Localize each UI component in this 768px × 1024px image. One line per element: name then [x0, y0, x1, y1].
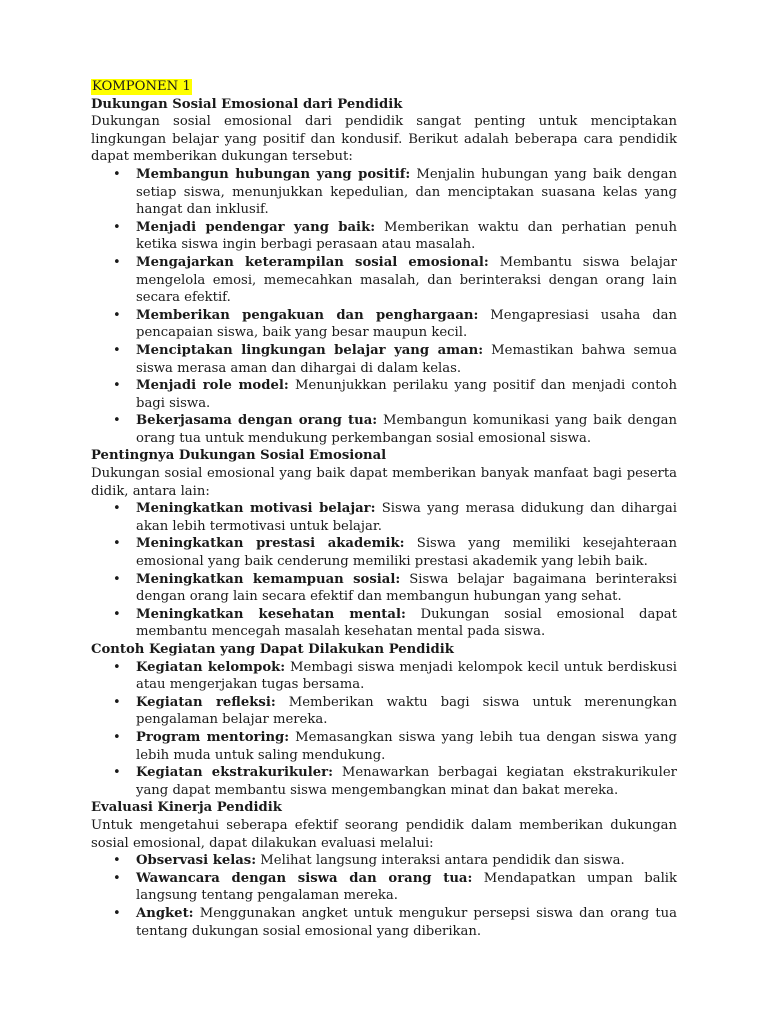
item-term: Program mentoring:	[136, 729, 290, 745]
list-item	[91, 694, 677, 729]
list-item	[91, 852, 677, 870]
bullet-list	[91, 852, 677, 940]
section-title: Contoh Kegiatan yang Dapat Dilakukan Pendidik	[91, 642, 454, 657]
item-term: Memberikan pengakuan dan penghargaan:	[136, 307, 479, 323]
item-term: Meningkatkan kesehatan mental:	[136, 606, 406, 622]
list-item	[91, 307, 677, 342]
section-title: Dukungan Sosial Emosional dari Pendidik	[91, 96, 403, 112]
item-desc: Menunjukkan perilaku yang positif dan menjadi contoh bagi siswa.	[136, 378, 677, 411]
list-item	[91, 870, 677, 905]
bullet-list	[91, 500, 677, 641]
item-term: Menjadi pendengar yang baik:	[136, 219, 376, 235]
list-item	[91, 659, 677, 694]
item-desc: Memastikan bahwa semua siswa merasa aman dan dihargai di dalam kelas.	[136, 342, 677, 376]
item-term: Observasi kelas:	[136, 853, 257, 869]
section-intro: Untuk mengetahui seberapa efektif seorang pendidik dalam memberikan dukungan sosial emosional, dapat dilakukan evaluasi melalui:	[91, 817, 677, 851]
list-item	[91, 764, 677, 799]
bullet-list	[91, 166, 677, 448]
item-term: Mengajarkan keterampilan sosial emosional:	[136, 254, 489, 270]
list-item	[91, 254, 677, 307]
list-item	[91, 377, 677, 412]
item-term: Kegiatan refleksi:	[136, 694, 276, 710]
item-desc: Siswa yang memiliki kesejahteraan emosional yang baik cenderung memiliki prestasi akademik yang lebih baik.	[136, 536, 678, 570]
list-item	[91, 166, 677, 219]
item-desc: Menggunakan angket untuk mengukur persepsi siswa dan orang tua tentang dukungan sosial emosional yang diberikan.	[136, 905, 677, 939]
item-desc: Dukungan sosial emosional dapat membantu mencegah masalah kesehatan mental pada siswa.	[136, 606, 677, 640]
bullet-list	[91, 659, 677, 800]
component-label-line	[91, 78, 677, 96]
section-importance	[91, 447, 677, 641]
item-desc: Memasangkan siswa yang lebih tua dengan siswa yang lebih muda untuk saling mendukung.	[136, 729, 677, 763]
item-desc: Membantu siswa belajar mengelola emosi, memecahkan masalah, dan berinteraksi dengan orang lain secara efektif.	[136, 254, 677, 306]
item-term: Meningkatkan prestasi akademik:	[136, 536, 405, 552]
component-label: KOMPONEN 1	[92, 79, 191, 94]
item-term: Angket:	[136, 905, 194, 921]
item-desc: Menawarkan berbagai kegiatan ekstrakurikuler yang dapat membantu siswa mengembangkan minat dan bakat mereka.	[136, 765, 677, 798]
item-term: Bekerjasama dengan orang tua:	[136, 413, 378, 429]
section-title: Evaluasi Kinerja Pendidik	[91, 800, 282, 816]
item-term: Meningkatkan motivasi belajar:	[136, 501, 376, 517]
item-term: Membangun hubungan yang positif:	[136, 166, 411, 182]
item-term: Menciptakan lingkungan belajar yang aman:	[136, 342, 484, 358]
list-item	[91, 412, 677, 447]
list-item	[91, 571, 677, 606]
list-item	[91, 500, 677, 535]
list-item	[91, 905, 677, 940]
list-item	[91, 606, 677, 641]
item-desc: Siswa yang merasa didukung dan dihargai akan lebih termotivasi untuk belajar.	[136, 501, 677, 534]
item-desc: Menjalin hubungan yang baik dengan setiap siswa, menunjukkan kepedulian, dan menciptakan suasana kelas yang hangat dan inklusif.	[136, 166, 677, 218]
document-page	[91, 78, 677, 940]
list-item	[91, 535, 677, 570]
section-activities	[91, 641, 677, 799]
item-term: Wawancara dengan siswa dan orang tua:	[136, 870, 473, 886]
item-desc: Membagi siswa menjadi kelompok kecil untuk berdiskusi atau mengerjakan tugas bersama.	[136, 659, 677, 693]
item-desc: Melihat langsung interaksi antara pendidik dan siswa.	[260, 853, 625, 869]
item-desc: Mendapatkan umpan balik langsung tentang pengalaman mereka.	[136, 870, 677, 904]
item-desc: Membangun komunikasi yang baik dengan orang tua untuk mendukung perkembangan sosial emosional siswa.	[136, 413, 677, 446]
item-term: Kegiatan kelompok:	[136, 659, 286, 675]
section-support	[91, 96, 677, 448]
item-desc: Memberikan waktu dan perhatian penuh ketika siswa ingin berbagi perasaan atau masalah.	[136, 219, 677, 253]
item-term: Kegiatan ekstrakurikuler:	[136, 765, 333, 781]
section-title: Pentingnya Dukungan Sosial Emosional	[91, 448, 387, 464]
list-item	[91, 219, 677, 254]
item-term: Meningkatkan kemampuan sosial:	[136, 571, 401, 587]
section-intro: Dukungan sosial emosional dari pendidik sangat penting untuk menciptakan lingkungan belajar yang positif dan kondusif. Berikut adalah beberapa cara pendidik dapat memberikan dukungan tersebut:	[91, 114, 677, 165]
item-desc: Memberikan waktu bagi siswa untuk merenungkan pengalaman belajar mereka.	[136, 694, 677, 728]
item-desc: Siswa belajar bagaimana berinteraksi dengan orang lain secara efektif dan membangun hubungan yang sehat.	[136, 571, 677, 605]
list-item	[91, 342, 677, 377]
item-desc: Mengapresiasi usaha dan pencapaian siswa, baik yang besar maupun kecil.	[136, 307, 677, 341]
section-evaluation	[91, 799, 677, 940]
list-item	[91, 729, 677, 764]
section-intro: Dukungan sosial emosional yang baik dapat memberikan banyak manfaat bagi peserta didik, antara lain:	[91, 466, 677, 499]
item-term: Menjadi role model:	[136, 378, 289, 394]
